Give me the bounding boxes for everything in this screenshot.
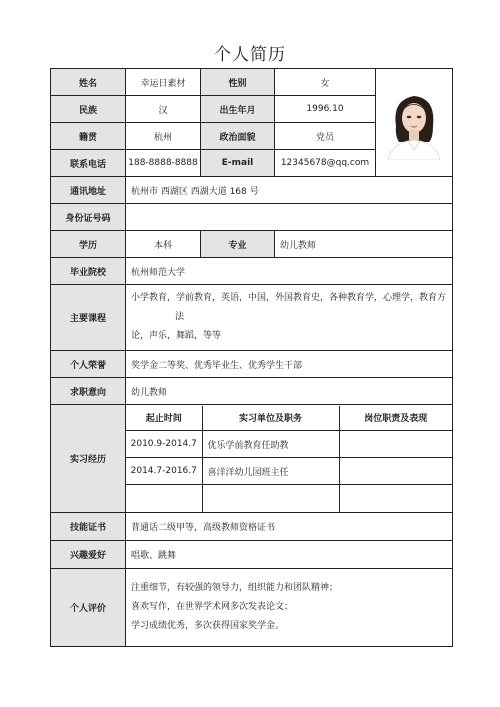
table-row: [126, 458, 452, 485]
birth-value: 1996.10: [275, 96, 376, 123]
major-value: 幼儿教师: [275, 231, 453, 258]
gender-value: 女: [275, 69, 376, 96]
evaluation-value: [126, 569, 453, 647]
id-number-label: 身份证号码: [51, 204, 126, 231]
courses-line: 小学教育，学前教育，英语，中国，外国教育史，各种教育学，心理学，教育方: [131, 293, 447, 303]
resume-title: 个人简历: [214, 45, 286, 65]
birth-label: 出生年月: [201, 96, 275, 123]
photo-cell: [376, 69, 453, 177]
major-label: 专业: [201, 231, 275, 258]
experience-period: [126, 485, 202, 512]
hobbies-value: 唱歌、跳舞: [126, 541, 453, 569]
address-value: 杭州市 西湖区 西湖大道 168 号: [126, 177, 453, 204]
honors-label: 个人荣誉: [51, 351, 126, 378]
education-label: 学历: [51, 231, 126, 258]
phone-value: 188-8888-8888: [126, 150, 201, 177]
school-value: 杭州师范大学: [126, 258, 453, 285]
experience-header: 岗位职责及表现: [339, 406, 452, 431]
evaluation-label: 个人评价: [51, 569, 126, 647]
political-value: 党员: [275, 123, 376, 150]
courses-line: 法: [175, 312, 185, 322]
evaluation-line: 注重细节，有较强的领导力，组织能力和团队精神；: [131, 583, 339, 593]
school-label: 毕业院校: [51, 258, 126, 285]
political-label: 政治面貌: [201, 123, 275, 150]
email-label: E-mail: [201, 150, 275, 177]
evaluation-line: 喜欢写作，在世界学术网多次发表论文；: [131, 602, 294, 612]
address-label: 通讯地址: [51, 177, 126, 204]
name-label: 姓名: [51, 69, 126, 96]
experience-table: [126, 406, 452, 512]
skills-value: 普通话二级甲等，高级教师资格证书: [126, 513, 453, 541]
experience-header: 起止时间: [126, 406, 202, 431]
experience-period: 2010.9-2014.7: [126, 431, 202, 458]
name-value: 幸运日素材: [126, 69, 201, 96]
experience-unit: [202, 485, 339, 512]
experience-header: 实习单位及职务: [202, 406, 339, 431]
hobbies-label: 兴趣爱好: [51, 541, 126, 569]
origin-value: 杭州: [126, 123, 201, 150]
job-intent-label: 求职意向: [51, 378, 126, 405]
origin-label: 籍贯: [51, 123, 126, 150]
ethnicity-value: 汉: [126, 96, 201, 123]
courses-value: [126, 285, 453, 351]
experience-period: 2014.7-2016.7: [126, 458, 202, 485]
experience-duty: [339, 458, 452, 485]
skills-label: 技能证书: [51, 513, 126, 541]
table-row: [126, 431, 452, 458]
experience-duty: [339, 431, 452, 458]
courses-line: 论，声乐，舞蹈，等等: [131, 331, 222, 341]
evaluation-line: 学习成绩优秀，多次获得国家奖学金。: [131, 621, 285, 631]
email-value: 12345678@qq.com: [275, 150, 376, 177]
education-value: 本科: [126, 231, 201, 258]
phone-label: 联系电话: [51, 150, 126, 177]
experience-duty: [339, 485, 452, 512]
gender-label: 性别: [201, 69, 275, 96]
experience-unit: 优乐学前教育任助教: [202, 431, 339, 458]
job-intent-value: 幼儿教师: [126, 378, 453, 405]
honors-value: 奖学金二等奖、优秀毕业生、优秀学生干部: [126, 351, 453, 378]
courses-label: 主要课程: [51, 285, 126, 351]
experience-unit: 喜洋洋幼儿园班主任: [202, 458, 339, 485]
experience-label: 实习经历: [51, 405, 126, 513]
experience-cell: [126, 405, 453, 513]
ethnicity-label: 民族: [51, 96, 126, 123]
profile-photo: [382, 86, 446, 160]
table-row: [126, 485, 452, 512]
id-number-boxes: [126, 204, 453, 231]
resume-table: [50, 68, 453, 647]
